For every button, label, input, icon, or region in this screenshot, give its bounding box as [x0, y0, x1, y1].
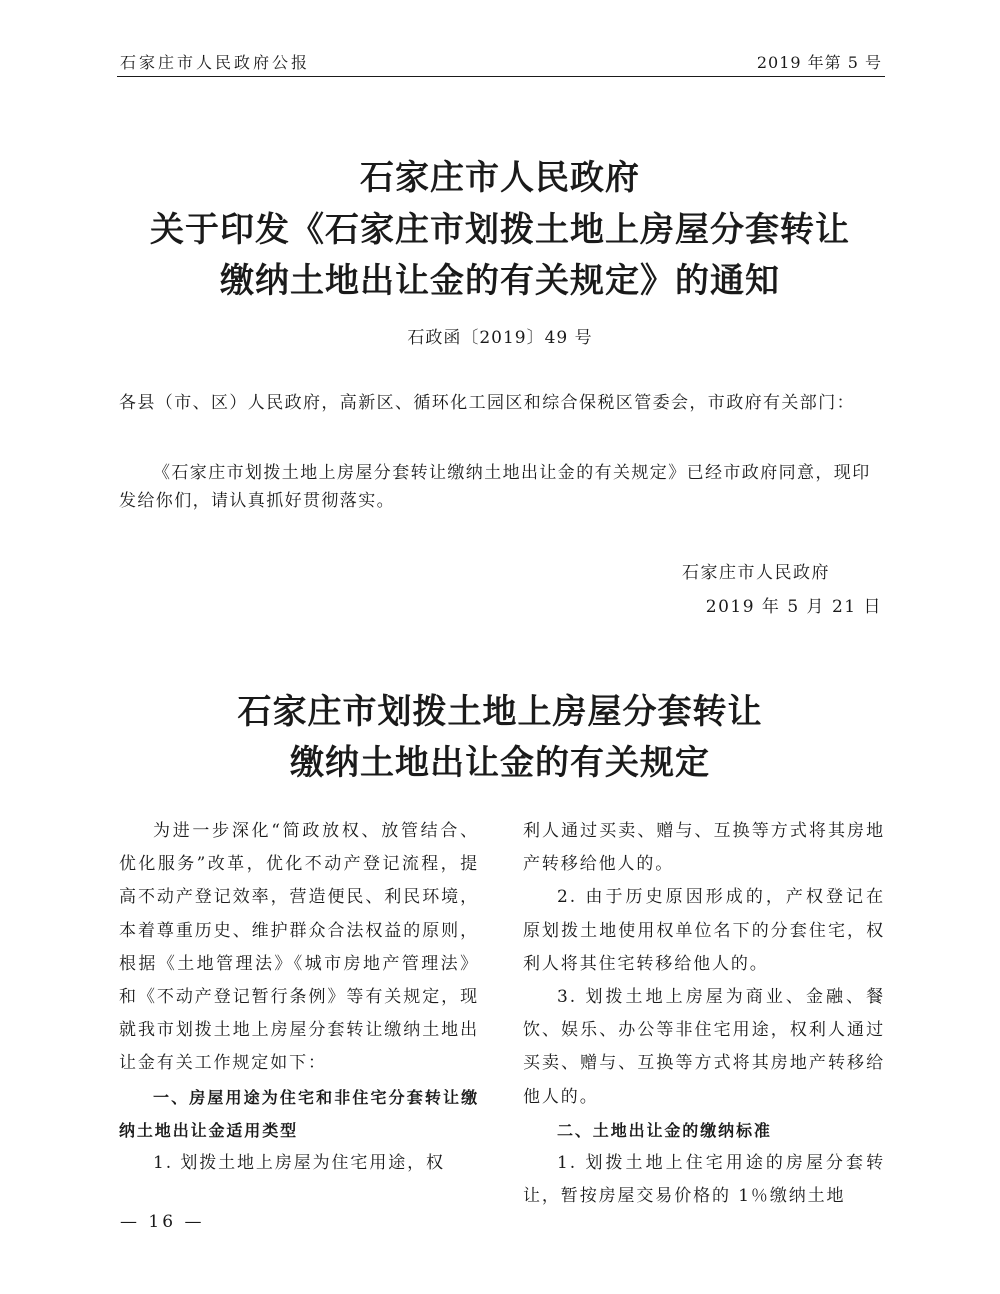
right-column	[523, 815, 885, 1213]
section-2-item-1: 1. 划拨土地上住宅用途的房屋分套转让，暂按房屋交易价格的 1％缴纳土地	[523, 1153, 885, 1207]
document-number: 石政函〔2019〕49 号	[407, 328, 593, 348]
section-1-heading: 一、房屋用途为住宅和非住宅分套转让缴纳土地出让金适用类型	[119, 1087, 479, 1140]
left-column	[119, 815, 479, 1180]
notice-title-line-1: 石家庄市人民政府	[360, 158, 640, 198]
issue-date: 2019 年 5 月 21 日	[705, 597, 882, 617]
page-number: — 16 —	[120, 1212, 205, 1232]
item-3: 3. 划拨土地上房屋为商业、金融、餐饮、娱乐、办公等非住宅用途，权利人通过买卖、赠与、互换等方式将其房地产转移给他人的。	[523, 987, 885, 1107]
notice-title-line-2: 关于印发《石家庄市划拨土地上房屋分套转让	[150, 210, 850, 250]
regulation-title-line-2: 缴纳土地出让金的有关规定	[290, 743, 710, 783]
notice-addressee: 各县（市、区）人民政府，高新区、循环化工园区和综合保税区管委会，市政府有关部门：	[119, 393, 855, 413]
header-rule	[117, 76, 885, 77]
publication-name: 石家庄市人民政府公报	[120, 53, 311, 72]
intro-paragraph: 为进一步深化“简政放权、放管结合、优化服务”改革，优化不动产登记流程，提高不动产登记效率，营造便民、利民环境，本着尊重历史、维护群众合法权益的原则，根据《土地管理法》《城市房地产管理法》和《不动产登记暂行条例》等有关规定，现就我市划拨土地上房屋分套转让缴纳土地出让金有关工作规定如下：	[119, 821, 479, 1074]
issuer-signature: 石家庄市人民政府	[682, 563, 830, 583]
item-2: 2. 由于历史原因形成的，产权登记在原划拨土地使用权单位名下的分套住宅，权利人将其住宅转移给他人的。	[523, 887, 885, 974]
notice-title-line-3: 缴纳土地出让金的有关规定》的通知	[220, 261, 780, 301]
issue-number: 2019 年第 5 号	[756, 53, 882, 72]
notice-body: 《石家庄市划拨土地上房屋分套转让缴纳土地出让金的有关规定》已经市政府同意，现印发给你们，请认真抓好贯彻落实。	[119, 463, 871, 511]
item-1-start: 1. 划拨土地上房屋为住宅用途，权	[153, 1153, 445, 1174]
regulation-title-line-1: 石家庄市划拨土地上房屋分套转让	[237, 692, 763, 732]
item-1-continuation: 利人通过买卖、赠与、互换等方式将其房地产转移给他人的。	[523, 821, 885, 875]
section-2-heading: 二、土地出让金的缴纳标准	[557, 1120, 772, 1140]
